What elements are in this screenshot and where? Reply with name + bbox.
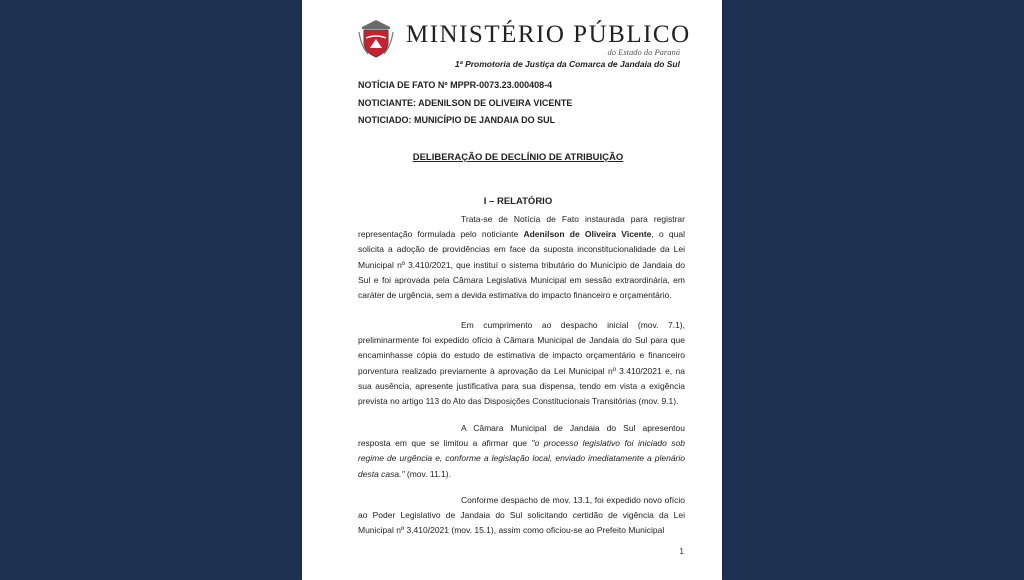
parana-coat-of-arms-icon [358, 18, 394, 58]
page-number: 1 [679, 546, 684, 556]
paragraph-1-text-a: Trata-se de Notícia de Fato instaurada para registrar representação formulada pelo noticiante [358, 214, 685, 240]
noticiante: NOTICIANTE: ADENILSON DE OLIVEIRA VICENTE [358, 97, 573, 108]
noticiante-name: Adenilson de Oliveira Vicente [523, 229, 652, 240]
quoted-response: "o processo legislativo foi iniciado sob regime de urgência e, conforme a legislação local, enviado imediatamente a plenário desta casa." [358, 438, 685, 479]
paragraph-3 [358, 421, 685, 482]
document-title: DELIBERAÇÃO DE DECLÍNIO DE ATRIBUIÇÃO [412, 152, 624, 163]
section-heading: I – RELATÓRIO [483, 196, 553, 207]
noticia-number: NOTÍCIA DE FATO Nº MPPR-0073.23.000408-4 [358, 80, 553, 90]
case-metadata [358, 79, 678, 132]
paragraph-3-text-c: (mov. 11.1). [404, 468, 451, 479]
letterhead [356, 16, 691, 72]
paragraph-1-text-c: , o qual solicita a adoção de providências em face da suposta inconstitucionalidade da Lei Municipal nº 3.410/2021, que instituí o sistema tributário do Município de Jandaia do Sul e foi aprovada pela Câmara Legislativa Municipal em sessão extraordinária, em caráter de urgência, sem a devida estimativa do impacto financeiro e orçamentário. [358, 229, 686, 301]
document-page [302, 0, 722, 580]
noticiado: NOTICIADO: MUNICÍPIO DE JANDAIA DO SUL [358, 115, 556, 125]
paragraph-2: Em cumprimento ao despacho inicial (mov. 7.1), preliminarmente foi expedido ofício à Câmara Municipal de Jandaia do Sul para que encaminhasse cópia do estudo de estimativa de impacto orçamentário e financeiro porventura realizado previamente à aprovação da Lei Municipal nº 3.410/2021 e, na sua ausência, apresente justificativa para sua dispensa, tendo em vista a exigência prevista no artigo 113 do Ato das Disposições Constitucionais Transitórias (mov. 9.1). [358, 320, 685, 407]
org-name: MINISTÉRIO PÚBLICO [406, 21, 691, 48]
promotoria-unit: 1ª Promotoria de Justiça da Comarca de Jandaia do Sul [454, 59, 680, 69]
paragraph-1 [358, 212, 685, 303]
paragraph-3-text-a: A Câmara Municipal de Jandaia do Sul apresentou resposta em que se limitou a afirmar que [358, 423, 685, 449]
paragraph-4: Conforme despacho de mov. 13.1, foi expedido novo ofício ao Poder Legislativo de Jandaia do Sul solicitando certidão de vigência da Lei Municipal nº 3.410/2021 (mov. 15.1), assim como oficiou-se ao Prefeito Municipal [358, 495, 685, 536]
org-subtitle: do Estado do Paraná [607, 47, 680, 57]
